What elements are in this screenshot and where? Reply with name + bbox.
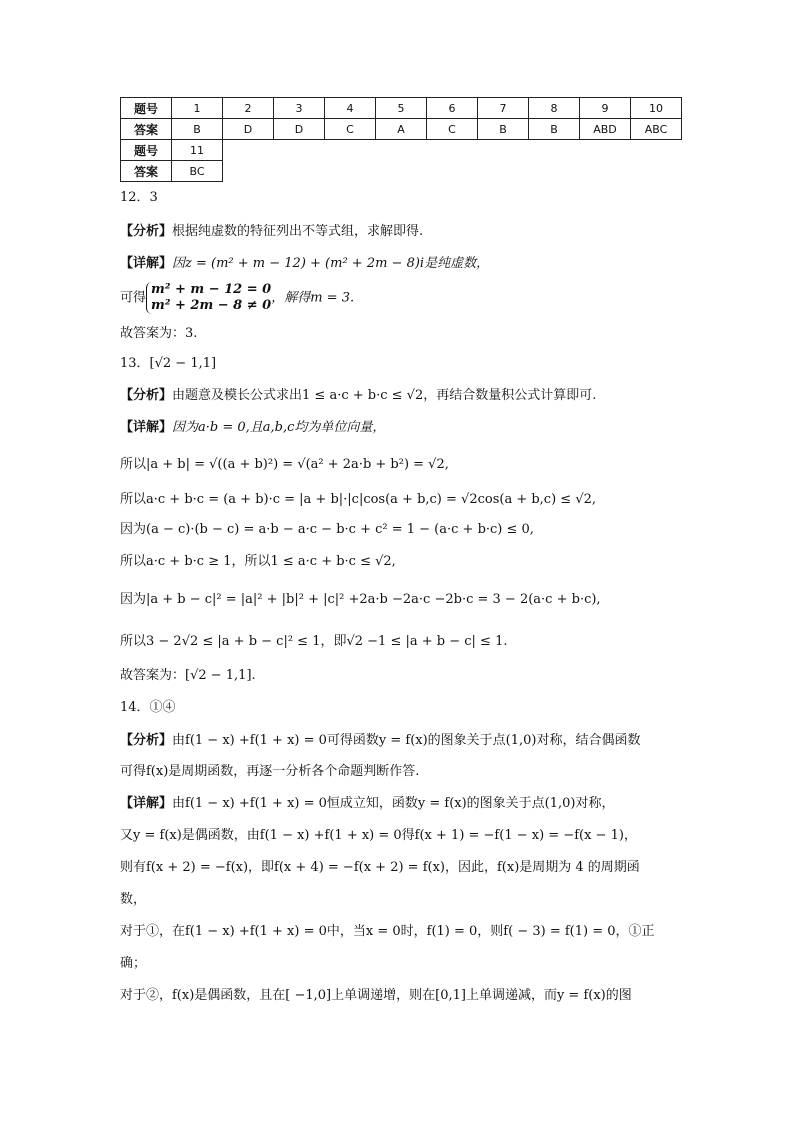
q13-detail-4: 因为(a − c)·(b − c) = a·b − a·c − b·c + c² = 1 − (a·c + b·c) ≤ 0, xyxy=(120,522,534,537)
detail-text: 由f(1 − x) +f(1 + x) = 0恒成立知，函数y = f(x)的图象关于点(1,0)对称， xyxy=(172,796,615,811)
table-cell: 11 xyxy=(172,140,223,161)
table-row xyxy=(121,98,682,119)
table-cell: A xyxy=(376,119,427,140)
analysis-text: 由题意及模长公式求出1 ≤ a·c + b·c ≤ √2，再结合数量积公式计算即可. xyxy=(172,388,597,403)
q14-detail-3: 则有f(x + 2) = −f(x)，即f(x + 4) = −f(x + 2) = f(x)，因此，f(x)是周期为 4 的周期函 xyxy=(120,860,640,875)
system-prefix: 可得 xyxy=(120,290,147,306)
table-cell: 2 xyxy=(223,98,274,119)
detail-tag: 【详解】 xyxy=(120,420,173,435)
table-cell: BC xyxy=(172,161,223,182)
q12-conclusion: 故答案为：3. xyxy=(120,326,198,341)
row-header: 答案 xyxy=(121,119,172,140)
system-eq-2: m² + 2m − 8 ≠ 0 xyxy=(151,298,272,313)
q13-detail-5: 所以a·c + b·c ≥ 1，所以1 ≤ a·c + b·c ≤ √2, xyxy=(120,554,396,569)
row-header: 答案 xyxy=(121,161,172,182)
system-eq-1: m² + m − 12 = 0 xyxy=(151,282,272,297)
q13-conclusion: 故答案为：[√2 − 1,1]. xyxy=(120,668,256,683)
q13-detail-2: 所以|a + b| = √((a + b)²) = √(a² + 2a·b + b²) = √2, xyxy=(120,457,449,472)
empty-cell xyxy=(223,161,682,182)
table-cell: 3 xyxy=(274,98,325,119)
q14-detail-1 xyxy=(120,794,615,814)
equation-system xyxy=(146,282,271,314)
table-cell: 6 xyxy=(427,98,478,119)
table-cell: 8 xyxy=(529,98,580,119)
q13-title: 13．[√2 − 1,1] xyxy=(120,356,217,371)
table-cell: B xyxy=(172,119,223,140)
table-cell: B xyxy=(478,119,529,140)
analysis-tag: 【分析】 xyxy=(120,388,173,403)
system-suffix: ，解得m = 3. xyxy=(271,290,355,306)
table-cell: 1 xyxy=(172,98,223,119)
q14-detail-7: 对于②，f(x)是偶函数，且在[ −1,0]上单调递增，则在[0,1]上单调递减，而y = f(x)的图 xyxy=(120,988,632,1003)
q14-detail-2: 又y = f(x)是偶函数，由f(1 − x) +f(1 + x) = 0得f(x + 1) = −f(1 − x) = −f(x − 1)， xyxy=(120,828,637,843)
table-cell: C xyxy=(325,119,376,140)
table-cell: ABD xyxy=(580,119,631,140)
q14-analysis-2: 可得f(x)是周期函数，再逐一分析各个命题判断作答. xyxy=(120,764,420,779)
table-cell: 10 xyxy=(631,98,682,119)
q14-title: 14．①④ xyxy=(120,700,176,715)
q13-detail-1 xyxy=(120,418,385,438)
q12-title: 12．3 xyxy=(120,190,158,205)
analysis-text: 由f(1 − x) +f(1 + x) = 0可得函数y = f(x)的图象关于点(1,0)对称，结合偶函数 xyxy=(172,733,641,748)
row-header: 题号 xyxy=(121,140,172,161)
detail-tag: 【详解】 xyxy=(120,796,173,811)
q14-detail-5: 对于①，在f(1 − x) +f(1 + x) = 0中，当x = 0时，f(1) = 0，则f( − 3) = f(1) = 0，①正 xyxy=(120,924,655,939)
analysis-tag: 【分析】 xyxy=(120,733,173,748)
row-header: 题号 xyxy=(121,98,172,119)
table-cell: B xyxy=(529,119,580,140)
q12-system-line xyxy=(120,282,354,314)
detail-text: 因z = (m² + m − 12) + (m² + 2m − 8)i是纯虚数， xyxy=(172,256,490,271)
empty-cell xyxy=(223,140,682,161)
table-cell: D xyxy=(223,119,274,140)
answer-table xyxy=(120,97,682,182)
analysis-text: 根据纯虚数的特征列出不等式组，求解即得. xyxy=(172,224,424,239)
detail-tag: 【详解】 xyxy=(120,256,173,271)
table-cell: 4 xyxy=(325,98,376,119)
q13-detail-3: 所以a·c + b·c = (a + b)·c = |a + b|·|c|cos(a + b,c) = √2cos(a + b,c) ≤ √2, xyxy=(120,492,597,507)
table-cell: C xyxy=(427,119,478,140)
q12-analysis xyxy=(120,222,423,242)
table-cell: 7 xyxy=(478,98,529,119)
q14-detail-4: 数， xyxy=(120,892,147,907)
table-row xyxy=(121,161,682,182)
q13-analysis xyxy=(120,386,596,406)
analysis-tag: 【分析】 xyxy=(120,224,173,239)
q13-detail-7: 所以3 − 2√2 ≤ |a + b − c|² ≤ 1，即√2 −1 ≤ |a + b − c| ≤ 1. xyxy=(120,634,508,649)
table-row xyxy=(121,140,682,161)
q12-detail xyxy=(120,254,489,274)
table-cell: 9 xyxy=(580,98,631,119)
table-cell: ABC xyxy=(631,119,682,140)
q14-detail-6: 确； xyxy=(120,956,147,971)
table-row xyxy=(121,119,682,140)
table-cell: D xyxy=(274,119,325,140)
q13-detail-6: 因为|a + b − c|² = |a|² + |b|² + |c|² +2a·b −2a·c −2b·c = 3 − 2(a·c + b·c), xyxy=(120,592,601,607)
q14-analysis-1 xyxy=(120,731,641,751)
detail-text: 因为a·b = 0,且a,b,c均为单位向量， xyxy=(172,420,386,435)
table-cell: 5 xyxy=(376,98,427,119)
